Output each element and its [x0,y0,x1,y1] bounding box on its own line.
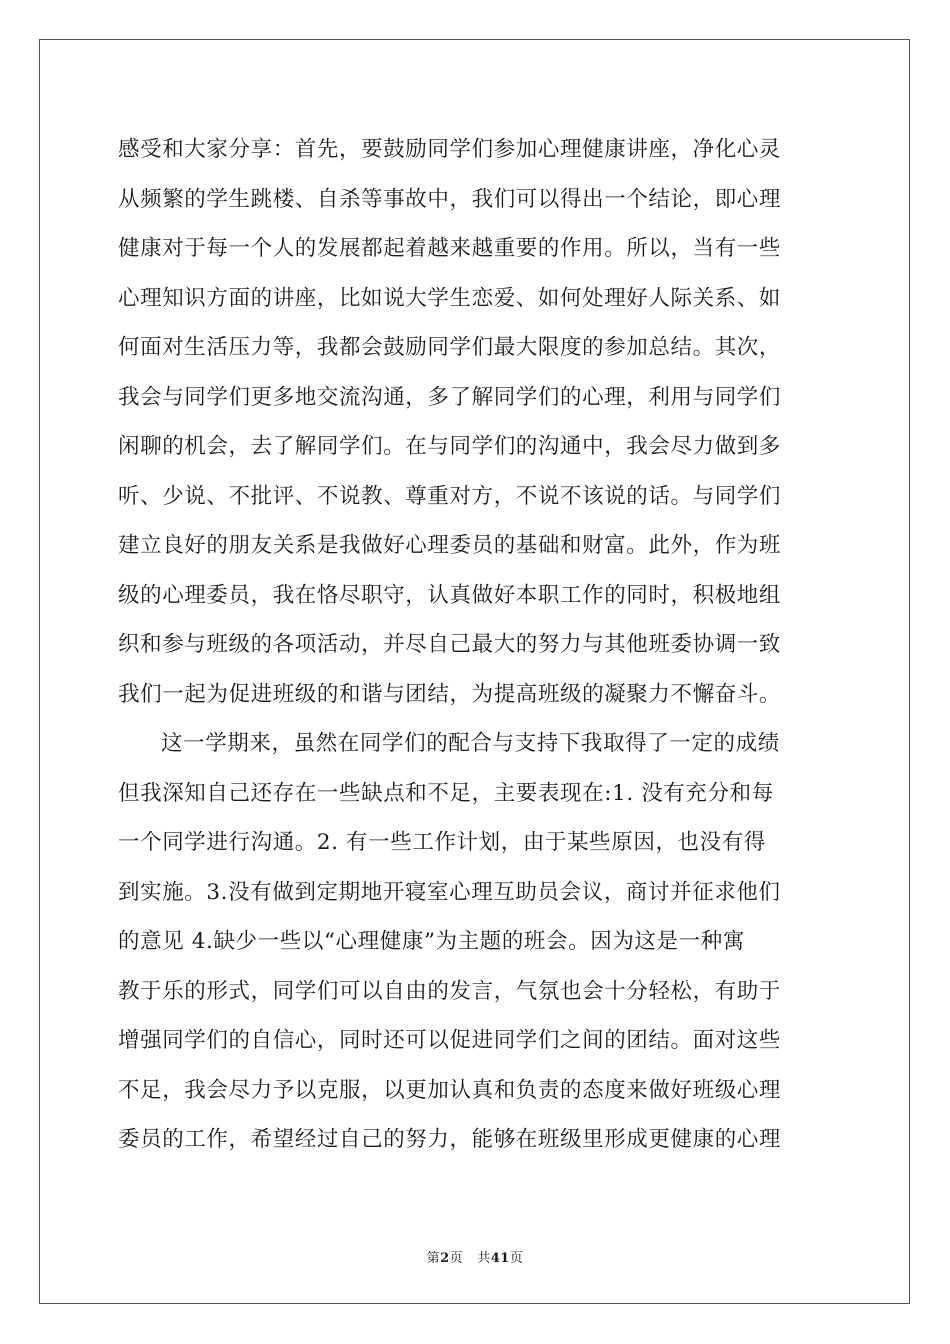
text-line: 到实施。3.没有做到定期地开寝室心理互助员会议，商讨并征求他们 [118,879,781,905]
text-line: 增强同学们的自信心，同时还可以促进同学们之间的团结。面对这些 [118,1028,782,1053]
text-line: 的意见 4.缺少一些以“心理健康”为主题的班会。因为这是一种寓 [118,929,745,954]
text-line: 听、少说、不批评、不说教、尊重对方，不说不该说的话。与同学们 [118,483,782,509]
body-text [118,125,836,1165]
text-line: 级的心理委员，我在恪尽职守，认真做好本职工作的同时，积极地组 [118,582,782,608]
text-line: 心理知识方面的讲座，比如说大学生恋爱、如何处理好人际关系、如 [118,285,782,311]
text-line: 这一学期来，虽然在同学们的配合与支持下我取得了一定的成绩 [161,731,780,756]
text-line: 但我深知自己还存在一些缺点和不足，主要表现在:1. 没有充分和每 [118,780,774,806]
footer-total-prefix: 共 [477,1251,491,1266]
text-line: 我们一起为促进班级的和谐与团结，为提高班级的凝聚力不懈奋斗。 [118,681,782,707]
text-line: 不足，我会尽力予以克服，以更加认真和负责的态度来做好班级心理 [118,1077,782,1103]
text-line: 教于乐的形式，同学们可以自由的发言，气氛也会十分轻松，有助于 [118,978,782,1004]
footer-total-pages: 41 [490,1251,510,1266]
text-line: 闲聊的机会，去了解同学们。在与同学们的沟通中，我会尽力做到多 [118,434,782,459]
text-line: 一个同学进行沟通。2. 有一些工作计划，由于某些原因，也没有得 [118,830,766,855]
text-line: 织和参与班级的各项活动，并尽自己最大的努力与其他班委协调一致 [118,632,782,657]
footer-page-suffix: 页 [449,1251,464,1266]
footer-page-number: 2 [440,1251,450,1266]
text-line: 委员的工作，希望经过自己的努力，能够在班级里形成更健康的心理 [118,1127,782,1152]
text-line: 建立良好的朋友关系是我做好心理委员的基础和财富。此外，作为班 [118,533,782,558]
text-line: 何面对生活压力等，我都会鼓励同学们最大限度的参加总结。其次， [118,335,782,360]
footer-page-prefix: 第 [426,1251,441,1266]
text-line: 从频繁的学生跳楼、自杀等事故中，我们可以得出一个结论，即心理 [118,186,782,212]
page-footer [0,1247,950,1266]
text-line: 感受和大家分享：首先，要鼓励同学们参加心理健康讲座，净化心灵 [118,137,782,162]
text-line: 健康对于每一个人的发展都起着越来越重要的作用。所以，当有一些 [118,236,782,261]
text-line: 我会与同学们更多地交流沟通，多了解同学们的心理，利用与同学们 [118,384,782,410]
footer-total-suffix: 页 [509,1251,524,1266]
